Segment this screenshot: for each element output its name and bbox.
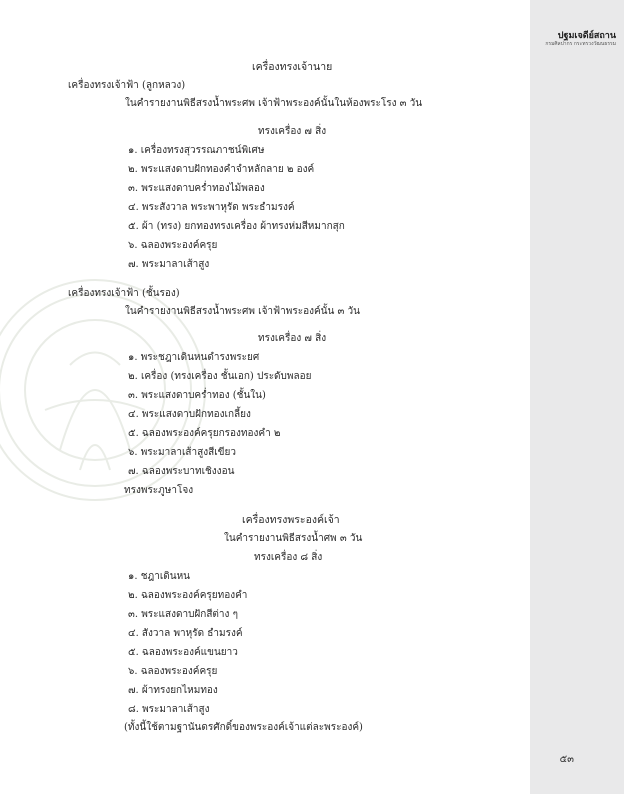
section-3-item: ๔. สังวาล พาหุรัด ธำมรงค์ <box>128 628 243 639</box>
section-1-item: ๔. พระสังวาล พระพาหุรัด พระธำมรงค์ <box>128 202 295 213</box>
section-1-item: ๑. เครื่องทรงสุวรรณภาชน์พิเศษ <box>128 145 265 156</box>
section-2-title: เครื่องทรงเจ้าฟ้า (ชั้นรอง) <box>68 288 180 299</box>
section-3-note: (ทั้งนี้ใช้ตามฐานันดรศักดิ์ของพระองค์เจ้าแต่ละพระองค์) <box>124 722 363 733</box>
section-3-subtitle: ในคำรายงานพิธีสรงน้ำศพ ๓ วัน <box>224 533 363 544</box>
page-number: ๕๓ <box>559 754 574 765</box>
section-2-item: ๑. พระชฎาเดินหนดำรงพระยศ <box>128 352 260 363</box>
section-3-item: ๕. ฉลองพระองค์แขนยาว <box>128 647 238 658</box>
section-2-item: ๓. พระแสงดาบคร่ำทอง (ชั้นใน) <box>128 390 266 401</box>
section-3-item: ๘. พระมาลาเส้าสูง <box>128 704 210 715</box>
section-3-title: เครื่องทรงพระองค์เจ้า <box>242 514 340 526</box>
section-1-intro: ในคำรายงานพิธีสรงน้ำพระศพ เจ้าฟ้าพระองค์นั้นในห้องพระโรง ๓ วัน <box>125 98 423 109</box>
section-3-count: ทรงเครื่อง ๘ สิ่ง <box>254 552 323 563</box>
section-2-count: ทรงเครื่อง ๗ สิ่ง <box>258 333 327 344</box>
section-3-item: ๓. พระแสงดาบฝักสีต่าง ๆ <box>128 609 238 620</box>
section-1-item: ๗. พระมาลาเส้าสูง <box>128 259 210 270</box>
section-2-item: ๕. ฉลองพระองค์ครุยกรองทองคำ ๒ <box>128 428 281 439</box>
document-title: เครื่องทรงเจ้านาย <box>252 61 333 73</box>
brand-subtitle: กรมศิลปากร กระทรวงวัฒนธรรม <box>545 41 616 47</box>
section-2-item: ๒. เครื่อง (ทรงเครื่อง ชั้นเอก) ประดับพลอย <box>128 371 312 382</box>
brand-title: ปฐมเจดีย์สถาน <box>557 31 616 41</box>
right-sidebar <box>530 0 624 794</box>
section-2-intro: ในคำรายงานพิธีสรงน้ำพระศพ เจ้าฟ้าพระองค์นั้น ๓ วัน <box>125 306 360 317</box>
section-1-item: ๓. พระแสงดาบคร่ำทองไม้พลอง <box>128 183 265 194</box>
section-2-item: ๖. พระมาลาเส้าสูงสีเขียว <box>128 447 236 458</box>
section-3-item: ๒. ฉลองพระองค์ครุยทองคำ <box>128 590 248 601</box>
section-2-note: ทรงพระภูษาโจง <box>124 485 194 496</box>
section-3-item: ๖. ฉลองพระองค์ครุย <box>128 666 218 677</box>
section-1-item: ๕. ผ้า (ทรง) ยกทองทรงเครื่อง ผ้าทรงห่มสีหมากสุก <box>128 221 345 232</box>
section-2-item: ๔. พระแสงดาบฝักทองเกลี้ยง <box>128 409 251 420</box>
section-1-item: ๒. พระแสงดาบฝักทองคำจำหลักลาย ๒ องค์ <box>128 164 315 175</box>
section-1-title: เครื่องทรงเจ้าฟ้า (ลูกหลวง) <box>68 80 186 91</box>
section-3-item: ๗. ผ้าทรงยกไหมทอง <box>128 685 218 696</box>
section-2-item: ๗. ฉลองพระบาทเชิงงอน <box>128 466 235 477</box>
section-1-item: ๖. ฉลองพระองค์ครุย <box>128 240 218 251</box>
section-3-item: ๑. ชฎาเดินหน <box>128 571 190 582</box>
section-1-count: ทรงเครื่อง ๗ สิ่ง <box>258 126 327 137</box>
